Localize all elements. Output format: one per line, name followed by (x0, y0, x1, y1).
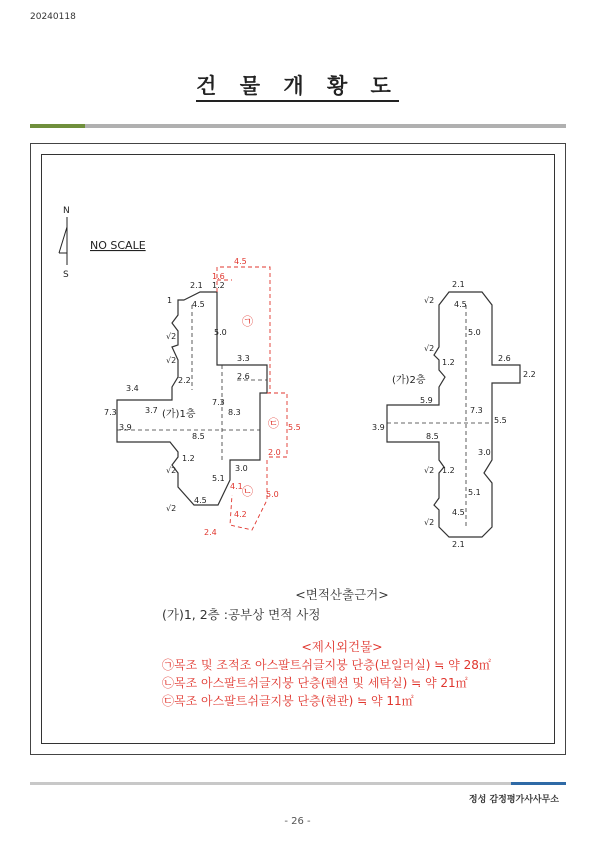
page-title (0, 70, 595, 100)
f1-dim-3: 1.2 (212, 281, 225, 290)
compass-north: N (63, 206, 70, 216)
annex-item: ㉡목조 아스팔트쉬글지붕 단층(펜션 및 세탁실) ≒ 약 21㎡ (162, 676, 468, 690)
drawing-frame (30, 143, 566, 755)
f2-dim-9: 5.5 (494, 416, 507, 425)
f2-dim-7: 5.9 (420, 396, 433, 405)
f1-dim-29: √2 (166, 356, 177, 365)
f2-dim-12: 3.0 (478, 448, 491, 457)
f2-dim-1: 2.1 (452, 280, 465, 289)
f1-dim-10: 2.2 (178, 376, 191, 385)
floor1-dimensions (104, 257, 301, 537)
f2-dim-15: 4.5 (452, 508, 465, 517)
notes-block (162, 585, 522, 709)
f2-dim-3: 5.0 (468, 328, 481, 337)
compass-south: S (63, 270, 69, 280)
f1-dim-20: 3.0 (235, 464, 248, 473)
f1-dim-23: 5.0 (266, 490, 279, 499)
f2-dim-13: 1.2 (442, 466, 455, 475)
f2-dim-2: 4.5 (454, 300, 467, 309)
f1-dim-8: 2.6 (237, 372, 250, 381)
floor1-label: (가)1층 (162, 409, 196, 420)
floor2-plan (387, 292, 520, 537)
floor2-dimensions (372, 280, 536, 549)
f1-dim-1: 2.1 (190, 281, 203, 290)
north-arrow-icon (59, 217, 67, 265)
f1-dim-28: √2 (166, 332, 177, 341)
f1-dim-4: 1.6 (212, 272, 225, 281)
f2-dim-16: 2.1 (452, 540, 465, 549)
area-basis-line: (가)1, 2층 :공부상 면적 사정 (162, 607, 321, 622)
f1-dim-27: 1 (167, 296, 173, 305)
annex-c-mark: ㉢ (268, 417, 279, 430)
f1-dim-15: 3.9 (119, 423, 132, 432)
office-name: 정성 감정평가사사무소 (468, 795, 559, 805)
f1-dim-5: 4.5 (234, 257, 247, 266)
annex-b-mark: ㉡ (242, 485, 253, 498)
f2-dim-19: √2 (424, 466, 435, 475)
annex-heading: <제시외건물> (301, 639, 383, 654)
footer-rule-accent (511, 782, 566, 785)
f1-dim-31: √2 (166, 504, 177, 513)
f1-dim-26: 2.4 (204, 528, 217, 537)
f2-dim-17: √2 (424, 296, 435, 305)
f2-dim-11: 8.5 (426, 432, 439, 441)
scale-note: NO SCALE (90, 239, 146, 252)
f1-dim-24: 4.5 (194, 496, 207, 505)
document-date: 20240118 (30, 12, 76, 22)
f1-dim-2: 4.5 (192, 300, 205, 309)
annex-a-mark: ㉠ (242, 315, 253, 328)
annex-item: ㉢목조 아스팔트쉬글지붕 단층(현관) ≒ 약 11㎡ (162, 694, 414, 708)
area-basis-heading: <면적산출근거> (295, 587, 389, 602)
f1-dim-16: 8.5 (192, 432, 205, 441)
f1-dim-19: 1.2 (182, 454, 195, 463)
f1-dim-9: 3.4 (126, 384, 139, 393)
f2-dim-8: 7.3 (470, 406, 483, 415)
f2-dim-4: 1.2 (442, 358, 455, 367)
annex-item: ㉠목조 및 조적조 아스팔트쉬글지붕 단층(보일러실) ≒ 약 28㎡ (162, 658, 491, 672)
f1-dim-18: 2.0 (268, 448, 281, 457)
f2-dim-14: 5.1 (468, 488, 481, 497)
f2-dim-10: 3.9 (372, 423, 385, 432)
f1-dim-14: 8.3 (228, 408, 241, 417)
f1-dim-17: 5.5 (288, 423, 301, 432)
f1-dim-25: 4.2 (234, 510, 247, 519)
f1-dim-21: 5.1 (212, 474, 225, 483)
f1-dim-11: 7.3 (104, 408, 117, 417)
f2-dim-6: 2.2 (523, 370, 536, 379)
f1-dim-6: 5.0 (214, 328, 227, 337)
footer-rule (30, 782, 566, 785)
header-rule-accent (30, 124, 85, 128)
f1-dim-22: 4.1 (230, 482, 243, 491)
f2-dim-20: √2 (424, 518, 435, 527)
f1-dim-30: √2 (166, 466, 177, 475)
header-rule (30, 124, 566, 128)
f1-dim-12: 3.7 (145, 406, 158, 415)
floor2-label: (가)2층 (392, 375, 426, 386)
page-title-text: 건 물 개 황 도 (196, 74, 399, 102)
f1-dim-7: 3.3 (237, 354, 250, 363)
f1-dim-13: 7.3 (212, 398, 225, 407)
page-number: - 26 - (284, 816, 311, 827)
f2-dim-18: √2 (424, 344, 435, 353)
drawing-inner-frame (41, 154, 555, 744)
f2-dim-5: 2.6 (498, 354, 511, 363)
